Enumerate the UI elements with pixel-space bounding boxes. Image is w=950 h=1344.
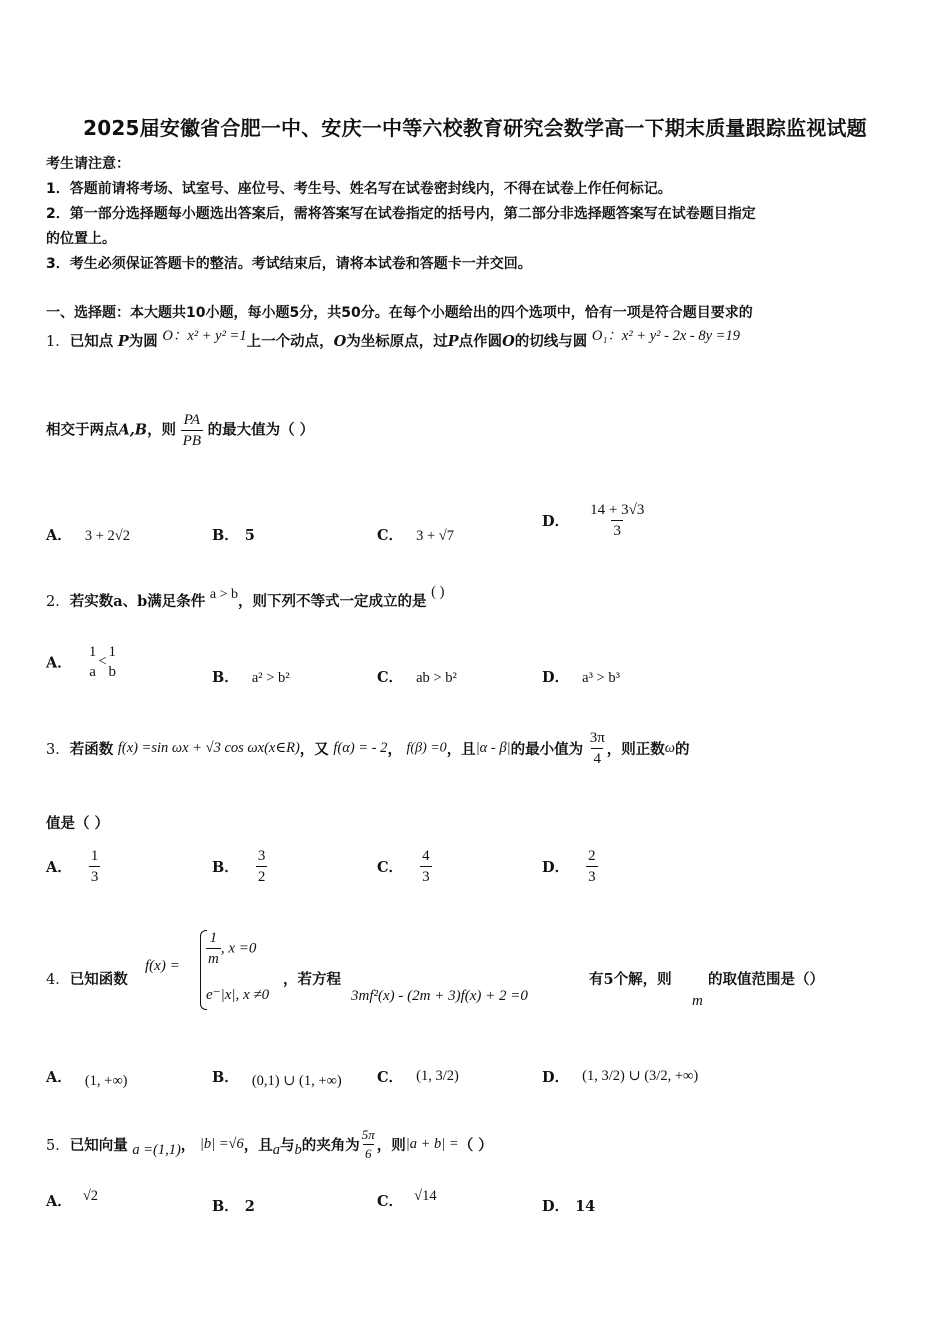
- option-d[interactable]: D． (1, 3/2) ∪ (3/2, +∞): [542, 1068, 699, 1086]
- question-5: 5．已知向量 a =(1,1)， |b| =√6，且a与b的夹角为 $\frac{5\pi}{6}$ ，则|a + b| =（ ）: [46, 1127, 493, 1161]
- option-c[interactable]: C． $\frac{4}{3}$: [377, 848, 430, 885]
- option-d[interactable]: D． $\frac{14 + 3√3}{3}$: [542, 502, 645, 539]
- question-4-text: 的取值范围是（）: [708, 971, 824, 988]
- option-b[interactable]: B． $\frac{3}{2}$: [212, 848, 266, 885]
- variable-m: m: [692, 993, 703, 1009]
- option-c[interactable]: C． ab > b²: [377, 669, 457, 686]
- question-2: 2．若实数a、b满足条件 a > b，则下列不等式一定成立的是 ( ): [46, 584, 445, 610]
- option-d[interactable]: D． $\frac{2}{3}$: [542, 848, 596, 885]
- piecewise-case-1: $\frac{1}{m}$ , x =0: [208, 930, 257, 967]
- notice-item: 2．第一部分选择题每小题选出答案后，需将答案写在试卷指定的括号内，第二部分非选择题答案写在试卷题目指定: [46, 206, 756, 222]
- question-4-text: 有5个解，则: [589, 971, 672, 988]
- formula-equation: 3mf²(x) - (2m + 3)f(x) + 2 =0: [351, 988, 528, 1004]
- option-d[interactable]: D． 14: [542, 1198, 596, 1215]
- question-number: 1．: [46, 334, 70, 350]
- option-a[interactable]: A． 1 a < 1 b: [46, 644, 117, 680]
- section-heading: 一、选择题：本大题共10小题，每小题5分，共50分。在每个小题给出的四个选项中，恰有一项是符合题目要求的: [46, 305, 753, 321]
- formula-circle-o1: O₁：x² + y² - 2x - 8y =19: [591, 328, 740, 344]
- option-a[interactable]: A． 3 + 2√2: [46, 527, 130, 544]
- option-c[interactable]: C． (1, 3/2): [377, 1068, 459, 1086]
- question-3-cont: 值是（ ）: [46, 815, 110, 832]
- formula-circle-o: O：x² + y² =1: [162, 328, 247, 344]
- page-title: 2025届安徽省合肥一中、安庆一中等六校教育研究会数学高一下期末质量跟踪监视试题: [83, 116, 867, 140]
- option-a[interactable]: A． $\frac{1}{3}$: [46, 848, 99, 885]
- piecewise-case-2: e⁻|x|, x ≠0: [206, 987, 270, 1003]
- option-b[interactable]: B． 5: [212, 527, 255, 544]
- option-c[interactable]: C． 3 + √7: [377, 527, 454, 544]
- question-4-text: ，若方程: [283, 971, 341, 988]
- notice-item: 的位置上。: [46, 231, 116, 247]
- question-1: 1．已知点 P为圆 O：x² + y² =1上一个动点，O为坐标原点，过P点作圆O的切线与圆 O₁：x² + y² - 2x - 8y =19: [46, 328, 740, 350]
- option-c[interactable]: C． √14: [377, 1188, 437, 1210]
- formula-fx: f(x) =: [145, 958, 180, 974]
- notice-item: 1．答题前请将考场、试室号、座位号、考生号、姓名写在试卷密封线内，不得在试卷上作任何标记。: [46, 181, 672, 197]
- option-b[interactable]: B． (0,1) ∪ (1, +∞): [212, 1069, 342, 1089]
- option-b[interactable]: B． a² > b²: [212, 669, 290, 686]
- fraction-pa-pb: $\frac{PA}{PB}$: [182, 412, 201, 449]
- question-3: 3．若函数 f(x) =sin ωx + √3 cos ωx(x∈R)，又 f(α) = - 2， f(β) =0，且|α - β|的最小值为 $\frac{3\pi}{4}$ ，则正数ω的: [46, 730, 690, 767]
- question-1-cont: 相交于两点A,B，则 $\frac{PA}{PB}$ 的最大值为（ ）: [46, 412, 315, 449]
- option-a[interactable]: A． (1, +∞): [46, 1069, 128, 1089]
- option-b[interactable]: B． 2: [212, 1198, 255, 1215]
- option-a[interactable]: A． √2: [46, 1188, 99, 1210]
- option-d[interactable]: D． a³ > b³: [542, 669, 620, 686]
- notice-heading: 考生请注意：: [46, 156, 130, 172]
- notice-item: 3．考生必须保证答题卡的整洁。考试结束后，请将本试卷和答题卡一并交回。: [46, 256, 532, 272]
- question-4: 4．已知函数: [46, 971, 128, 988]
